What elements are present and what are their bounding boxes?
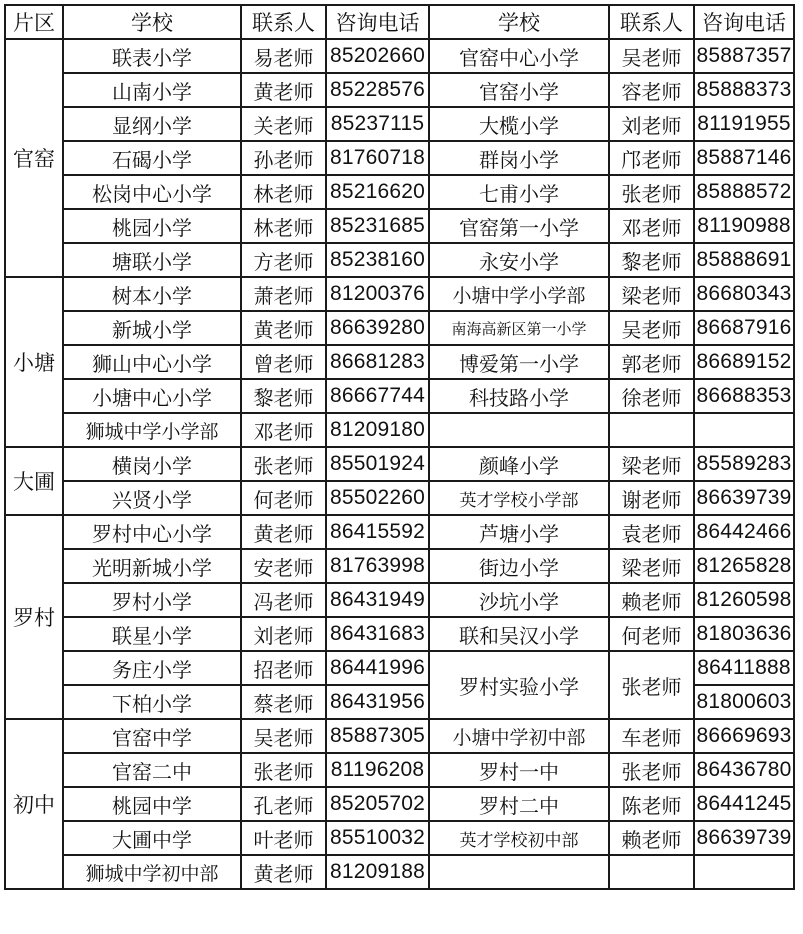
phone-cell: 86687916	[694, 311, 794, 345]
contact-cell: 车老师	[609, 719, 694, 753]
header-contact: 联系人	[609, 5, 694, 39]
phone-cell: 85510032	[326, 821, 429, 855]
district-cell: 官窑	[5, 39, 63, 277]
phone-cell: 81260598	[694, 583, 794, 617]
phone-cell: 86431949	[326, 583, 429, 617]
school-cell: 光明新城小学	[63, 549, 241, 583]
table-row	[5, 175, 794, 209]
phone-cell: 85502260	[326, 481, 429, 515]
contact-cell: 谢老师	[609, 481, 694, 515]
school-cell: 山南小学	[63, 73, 241, 107]
school-cell: 下柏小学	[63, 685, 241, 719]
phone-cell: 85501924	[326, 447, 429, 481]
table-row	[5, 277, 794, 311]
header-district: 片区	[5, 5, 63, 39]
school-cell: 英才学校小学部	[429, 481, 609, 515]
phone-cell	[694, 855, 794, 889]
school-cell	[429, 855, 609, 889]
school-cell: 博爱第一小学	[429, 345, 609, 379]
school-cell: 务庄小学	[63, 651, 241, 685]
phone-cell: 86639280	[326, 311, 429, 345]
phone-cell: 86436780	[694, 753, 794, 787]
school-cell: 狮城中学小学部	[63, 413, 241, 447]
contact-cell: 容老师	[609, 73, 694, 107]
contact-cell: 吴老师	[609, 39, 694, 73]
school-cell: 官窑中心小学	[429, 39, 609, 73]
school-cell: 狮山中心小学	[63, 345, 241, 379]
phone-cell: 86680343	[694, 277, 794, 311]
contact-cell: 张老师	[609, 651, 694, 719]
phone-cell: 81200376	[326, 277, 429, 311]
school-cell: 罗村二中	[429, 787, 609, 821]
contact-cell: 叶老师	[241, 821, 326, 855]
contact-cell	[609, 855, 694, 889]
contact-cell: 何老师	[609, 617, 694, 651]
school-contact-table	[4, 4, 795, 890]
school-cell: 官窑第一小学	[429, 209, 609, 243]
phone-cell: 86689152	[694, 345, 794, 379]
contact-cell: 梁老师	[609, 277, 694, 311]
school-cell	[429, 413, 609, 447]
phone-cell: 81760718	[326, 141, 429, 175]
school-contact-table-container	[4, 4, 795, 890]
school-cell: 松岗中心小学	[63, 175, 241, 209]
contact-cell: 张老师	[241, 753, 326, 787]
school-cell: 小塘中学小学部	[429, 277, 609, 311]
school-cell: 大榄小学	[429, 107, 609, 141]
table-row	[5, 719, 794, 753]
phone-cell: 85589283	[694, 447, 794, 481]
phone-cell: 85887146	[694, 141, 794, 175]
school-cell: 永安小学	[429, 243, 609, 277]
phone-cell: 86639739	[694, 481, 794, 515]
district-cell: 罗村	[5, 515, 63, 719]
table-row	[5, 345, 794, 379]
contact-cell: 易老师	[241, 39, 326, 73]
contact-cell: 赖老师	[609, 583, 694, 617]
school-cell: 塘联小学	[63, 243, 241, 277]
school-cell: 大圃中学	[63, 821, 241, 855]
school-cell: 罗村中心小学	[63, 515, 241, 549]
table-row	[5, 515, 794, 549]
phone-cell: 81209188	[326, 855, 429, 889]
school-cell: 罗村一中	[429, 753, 609, 787]
school-cell: 芦塘小学	[429, 515, 609, 549]
school-cell: 科技路小学	[429, 379, 609, 413]
phone-cell: 81763998	[326, 549, 429, 583]
district-cell: 大圃	[5, 447, 63, 515]
school-cell: 官窑中学	[63, 719, 241, 753]
contact-cell: 孙老师	[241, 141, 326, 175]
phone-cell: 81190988	[694, 209, 794, 243]
table-row	[5, 821, 794, 855]
phone-cell: 85887305	[326, 719, 429, 753]
table-row	[5, 753, 794, 787]
contact-cell: 邓老师	[241, 413, 326, 447]
contact-cell: 张老师	[609, 175, 694, 209]
phone-cell: 85888691	[694, 243, 794, 277]
header-phone: 咨询电话	[694, 5, 794, 39]
contact-cell: 安老师	[241, 549, 326, 583]
contact-cell: 刘老师	[609, 107, 694, 141]
phone-cell: 85205702	[326, 787, 429, 821]
phone-cell: 86442466	[694, 515, 794, 549]
table-row	[5, 107, 794, 141]
phone-cell: 86441996	[326, 651, 429, 685]
school-cell: 兴贤小学	[63, 481, 241, 515]
phone-cell: 85237115	[326, 107, 429, 141]
table-row	[5, 651, 794, 685]
table-row	[5, 855, 794, 889]
phone-cell: 86441245	[694, 787, 794, 821]
contact-cell: 刘老师	[241, 617, 326, 651]
contact-cell: 黄老师	[241, 515, 326, 549]
table-row	[5, 787, 794, 821]
table-row	[5, 583, 794, 617]
contact-cell: 邓老师	[609, 209, 694, 243]
school-cell: 桃园小学	[63, 209, 241, 243]
phone-cell: 86411888	[694, 651, 794, 685]
contact-cell: 冯老师	[241, 583, 326, 617]
contact-cell: 蔡老师	[241, 685, 326, 719]
phone-cell: 86681283	[326, 345, 429, 379]
contact-cell: 郭老师	[609, 345, 694, 379]
school-cell: 七甫小学	[429, 175, 609, 209]
contact-cell: 徐老师	[609, 379, 694, 413]
phone-cell: 86667744	[326, 379, 429, 413]
phone-cell: 85202660	[326, 39, 429, 73]
contact-cell: 吴老师	[241, 719, 326, 753]
table-row	[5, 243, 794, 277]
contact-cell: 张老师	[609, 753, 694, 787]
phone-cell: 81800603	[694, 685, 794, 719]
school-cell: 联和吴汉小学	[429, 617, 609, 651]
table-row	[5, 413, 794, 447]
header-school: 学校	[429, 5, 609, 39]
phone-cell: 81803636	[694, 617, 794, 651]
phone-cell: 86431683	[326, 617, 429, 651]
school-cell: 新城小学	[63, 311, 241, 345]
contact-cell: 孔老师	[241, 787, 326, 821]
phone-cell: 86431956	[326, 685, 429, 719]
phone-cell: 86639739	[694, 821, 794, 855]
phone-cell: 85238160	[326, 243, 429, 277]
phone-cell: 85231685	[326, 209, 429, 243]
contact-cell: 萧老师	[241, 277, 326, 311]
school-cell: 颜峰小学	[429, 447, 609, 481]
contact-cell: 邝老师	[609, 141, 694, 175]
school-cell: 横岗小学	[63, 447, 241, 481]
phone-cell: 81209180	[326, 413, 429, 447]
contact-cell: 黄老师	[241, 73, 326, 107]
contact-cell: 林老师	[241, 209, 326, 243]
contact-cell: 招老师	[241, 651, 326, 685]
school-cell: 石碣小学	[63, 141, 241, 175]
contact-cell: 黄老师	[241, 311, 326, 345]
school-cell: 街边小学	[429, 549, 609, 583]
header-contact: 联系人	[241, 5, 326, 39]
table-row	[5, 311, 794, 345]
table-row	[5, 481, 794, 515]
table-row	[5, 379, 794, 413]
school-cell: 桃园中学	[63, 787, 241, 821]
table-row	[5, 141, 794, 175]
contact-cell: 吴老师	[609, 311, 694, 345]
school-cell: 显纲小学	[63, 107, 241, 141]
school-cell: 官窑小学	[429, 73, 609, 107]
contact-cell: 梁老师	[609, 549, 694, 583]
school-cell: 树本小学	[63, 277, 241, 311]
contact-cell: 曾老师	[241, 345, 326, 379]
contact-cell: 关老师	[241, 107, 326, 141]
phone-cell: 85228576	[326, 73, 429, 107]
contact-cell: 梁老师	[609, 447, 694, 481]
table-row	[5, 617, 794, 651]
contact-cell: 赖老师	[609, 821, 694, 855]
phone-cell: 85888373	[694, 73, 794, 107]
phone-cell: 81191955	[694, 107, 794, 141]
phone-cell: 85888572	[694, 175, 794, 209]
phone-cell: 86669693	[694, 719, 794, 753]
table-row	[5, 73, 794, 107]
school-cell: 官窑二中	[63, 753, 241, 787]
district-cell: 初中	[5, 719, 63, 889]
phone-cell: 86415592	[326, 515, 429, 549]
school-cell: 小塘中学初中部	[429, 719, 609, 753]
contact-cell: 林老师	[241, 175, 326, 209]
school-cell: 沙坑小学	[429, 583, 609, 617]
contact-cell: 方老师	[241, 243, 326, 277]
district-cell: 小塘	[5, 277, 63, 447]
school-cell: 群岗小学	[429, 141, 609, 175]
table-row	[5, 39, 794, 73]
table-row	[5, 549, 794, 583]
contact-cell: 袁老师	[609, 515, 694, 549]
contact-cell: 黎老师	[241, 379, 326, 413]
phone-cell: 85887357	[694, 39, 794, 73]
table-row	[5, 447, 794, 481]
school-cell: 小塘中心小学	[63, 379, 241, 413]
contact-cell: 张老师	[241, 447, 326, 481]
school-cell: 狮城中学初中部	[63, 855, 241, 889]
phone-cell: 85216620	[326, 175, 429, 209]
contact-cell: 黎老师	[609, 243, 694, 277]
phone-cell: 81196208	[326, 753, 429, 787]
phone-cell: 81265828	[694, 549, 794, 583]
phone-cell	[694, 413, 794, 447]
school-cell: 南海高新区第一小学	[429, 311, 609, 345]
school-cell: 英才学校初中部	[429, 821, 609, 855]
header-row	[5, 5, 794, 39]
header-phone: 咨询电话	[326, 5, 429, 39]
phone-cell: 86688353	[694, 379, 794, 413]
school-cell: 罗村实验小学	[429, 651, 609, 719]
header-school: 学校	[63, 5, 241, 39]
school-cell: 联表小学	[63, 39, 241, 73]
table-row	[5, 209, 794, 243]
contact-cell	[609, 413, 694, 447]
contact-cell: 陈老师	[609, 787, 694, 821]
school-cell: 罗村小学	[63, 583, 241, 617]
school-cell: 联星小学	[63, 617, 241, 651]
contact-cell: 何老师	[241, 481, 326, 515]
contact-cell: 黄老师	[241, 855, 326, 889]
